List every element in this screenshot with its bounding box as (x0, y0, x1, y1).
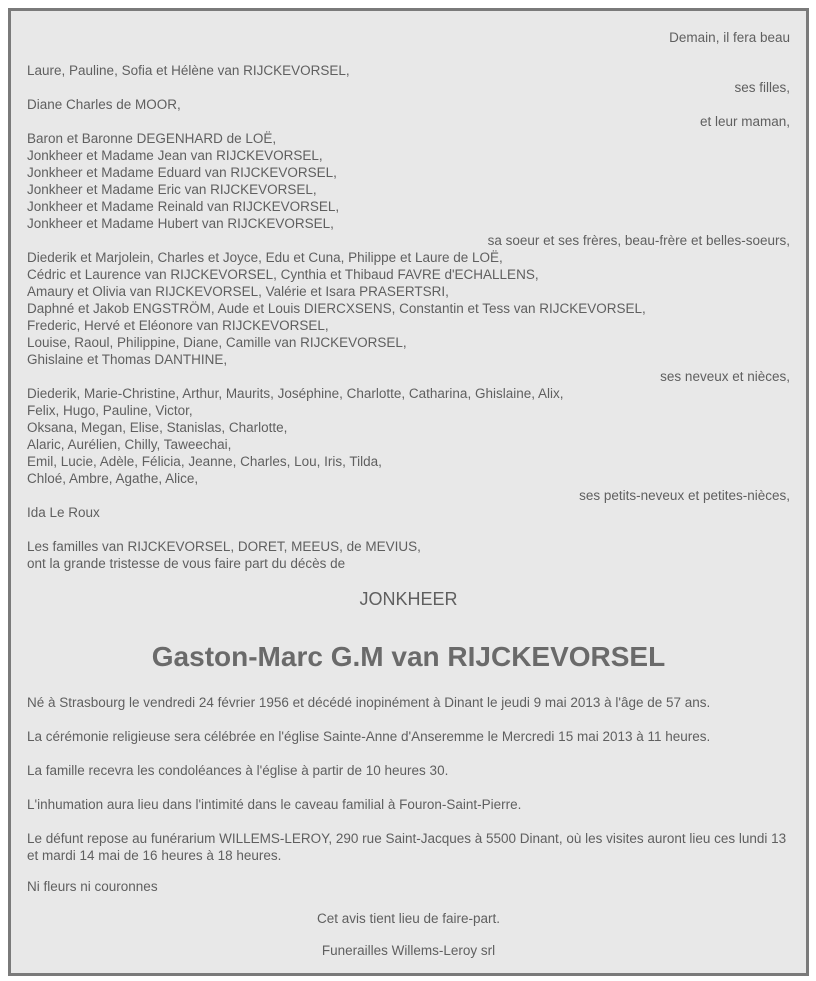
name-line: Diane Charles de MOOR, (27, 97, 181, 112)
name-line: Jonkheer et Madame Eduard van RIJCKEVORSEL, (27, 165, 337, 180)
families-line: Les familles van RIJCKEVORSEL, DORET, MEEUS, de MEVIUS, (27, 539, 421, 554)
funeral-home: Funerailles Willems-Leroy srl (321, 943, 496, 958)
name-line: Jonkheer et Madame Jean van RIJCKEVORSEL, (27, 148, 323, 163)
notice-frame (8, 8, 809, 976)
deceased-title: JONKHEER (359, 589, 458, 609)
role-nephews: ses neveux et nièces, (660, 369, 790, 384)
group-grandnephews (27, 385, 790, 487)
name-line: Diederik et Marjolein, Charles et Joyce, Edu et Cuna, Philippe et Laure de LOË, (27, 250, 503, 265)
name-line: Chloé, Ambre, Agathe, Alice, (27, 471, 199, 486)
ceremony-paragraph: La cérémonie religieuse sera célébrée en l'église Sainte-Anne d'Anseremme le Mercredi 15 mai 2013 à 11 heures. (27, 729, 711, 744)
name-line: Amaury et Olivia van RIJCKEVORSEL, Valérie et Isara PRASERTSRI, (27, 284, 449, 299)
birth-death-paragraph: Né à Strasbourg le vendredi 24 février 1956 et décédé inopinément à Dinant le jeudi 9 mai 2013 à l'âge de 57 ans. (27, 695, 711, 710)
group-nephews (27, 249, 790, 368)
name-line: Baron et Baronne DEGENHARD de LOË, (27, 131, 277, 146)
name-line: Emil, Lucie, Adèle, Félicia, Jeanne, Charles, Lou, Iris, Tilda, (27, 454, 382, 469)
notice-line: Cet avis tient lieu de faire-part. (316, 911, 501, 926)
name-line: Cédric et Laurence van RIJCKEVORSEL, Cynthia et Thibaud FAVRE d'ECHALLENS, (27, 267, 539, 282)
name-line: Oksana, Megan, Elise, Stanislas, Charlotte, (27, 420, 288, 435)
name-line: Jonkheer et Madame Reinald van RIJCKEVORSEL, (27, 199, 340, 214)
group-daughters (27, 62, 790, 79)
group-siblings (27, 130, 790, 232)
group-mother (27, 96, 790, 113)
name-line: Diederik, Marie-Christine, Arthur, Maurits, Joséphine, Charlotte, Catharina, Ghislaine, Alix, (27, 386, 564, 401)
condolences-paragraph: La famille recevra les condoléances à l'église à partir de 10 heures 30. (27, 763, 449, 778)
families-announcement (27, 538, 790, 572)
name-line: Laure, Pauline, Sofia et Hélène van RIJCKEVORSEL, (27, 63, 350, 78)
header-quote: Demain, il fera beau (669, 30, 790, 45)
name-line: Frederic, Hervé et Eléonore van RIJCKEVORSEL, (27, 318, 329, 333)
deceased-name: Gaston-Marc G.M van RIJCKEVORSEL (151, 641, 666, 672)
role-daughters: ses filles, (734, 80, 790, 95)
visitation-paragraph: Le défunt repose au funérarium WILLEMS-LEROY, 290 rue Saint-Jacques à 5500 Dinant, où les visites auront lieu ces lundi 13 et mardi 14 mai de 16 heures à 18 heures. (27, 831, 787, 863)
name-line: Louise, Raoul, Philippine, Diane, Camille van RIJCKEVORSEL, (27, 335, 407, 350)
role-siblings: sa soeur et ses frères, beau-frère et belles-soeurs, (487, 233, 790, 248)
name-line: Jonkheer et Madame Hubert van RIJCKEVORSEL, (27, 216, 334, 231)
name-line: Ghislaine et Thomas DANTHINE, (27, 352, 228, 367)
role-mother: et leur maman, (699, 114, 790, 129)
name-line: Jonkheer et Madame Eric van RIJCKEVORSEL, (27, 182, 317, 197)
notice-content (27, 11, 790, 973)
group-other (27, 504, 790, 521)
no-flowers-note: Ni fleurs ni couronnes (27, 879, 158, 894)
burial-paragraph: L'inhumation aura lieu dans l'intimité dans le caveau familial à Fouron-Saint-Pierre. (27, 797, 522, 812)
role-grandnephews: ses petits-neveux et petites-nièces, (579, 488, 790, 503)
announcement-line: ont la grande tristesse de vous faire part du décès de (27, 556, 346, 571)
name-line: Alaric, Aurélien, Chilly, Taweechai, (27, 437, 232, 452)
name-line: Felix, Hugo, Pauline, Victor, (27, 403, 193, 418)
name-line: Daphné et Jakob ENGSTRÖM, Aude et Louis DIERCXSENS, Constantin et Tess van RIJCKEVORSEL, (27, 301, 646, 316)
name-line: Ida Le Roux (27, 505, 100, 520)
